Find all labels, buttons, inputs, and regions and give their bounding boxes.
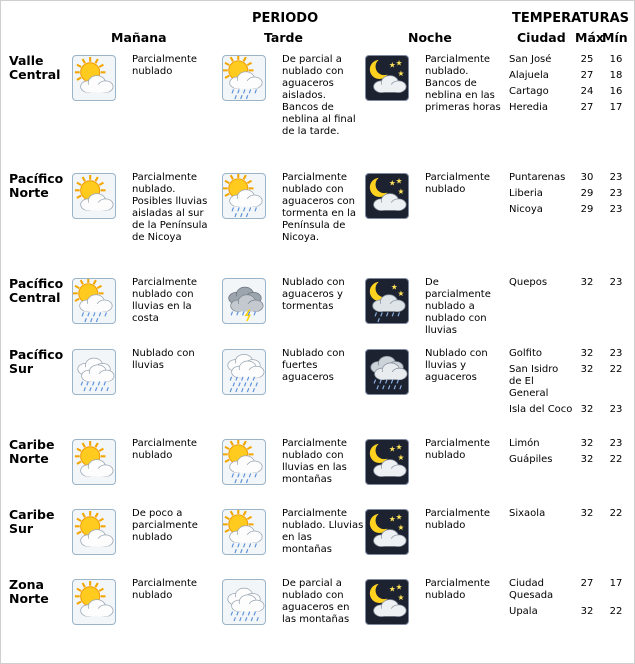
night-description: Parcialmente nublado — [425, 578, 491, 601]
city-row — [509, 70, 631, 82]
sun-cloud-rain-icon — [72, 278, 116, 324]
night-description: De parcialmente nublado a nublado con lluvias — [425, 277, 491, 336]
moon-stars-cloud-icon — [365, 509, 409, 555]
afternoon-description: Parcialmente nublado con lluvias en las montañas — [282, 438, 348, 485]
night-cloud-rain-icon — [365, 349, 409, 395]
afternoon-description: De parcial a nublado con aguaceros en las montañas — [282, 578, 350, 625]
partly-cloudy-sun-icon — [72, 579, 116, 625]
forecast-row — [1, 435, 634, 505]
city-row — [509, 438, 631, 450]
svg-text:★: ★ — [395, 582, 403, 592]
sun-cloud-rain-icon — [222, 173, 266, 219]
svg-text:★: ★ — [390, 282, 398, 292]
night-description: Parcialmente nublado — [425, 508, 491, 531]
forecast-row — [1, 345, 634, 435]
city-name: Heredia — [509, 102, 548, 113]
header-min: Mín — [602, 30, 628, 45]
svg-text:★: ★ — [388, 584, 396, 594]
header-temperaturas: TEMPERATURAS — [512, 11, 630, 26]
svg-text:★: ★ — [395, 442, 403, 452]
temp-max: 30 — [580, 172, 594, 183]
afternoon-description: Nublado con aguaceros y tormentas — [282, 277, 345, 312]
sun-cloud-rain-icon — [222, 439, 266, 485]
cloud-rain-icon — [222, 579, 266, 625]
temp-max: 32 — [580, 438, 594, 449]
city-row — [509, 54, 631, 66]
morning-description: Parcialmente nublado — [132, 54, 198, 77]
svg-text:★: ★ — [397, 289, 405, 299]
partly-cloudy-sun-icon — [72, 439, 116, 485]
region-name: Pacífico Central — [9, 276, 64, 305]
temp-min: 22 — [609, 454, 623, 465]
city-temperature-list — [509, 172, 631, 220]
temp-max: 24 — [580, 86, 594, 97]
temp-max: 27 — [580, 102, 594, 113]
svg-text:★: ★ — [395, 176, 403, 186]
temp-min: 23 — [609, 404, 623, 415]
moon-stars-cloud-icon — [365, 579, 409, 625]
temp-min: 23 — [609, 277, 623, 288]
city-row — [509, 404, 631, 416]
header-tarde: Tarde — [264, 30, 303, 45]
header-manana: Mañana — [111, 30, 167, 45]
temp-max: 32 — [580, 348, 594, 359]
city-name: Puntarenas — [509, 172, 566, 183]
city-row — [509, 348, 631, 360]
city-name: Golfito — [509, 348, 542, 359]
city-temperature-list — [509, 277, 631, 293]
temp-max: 32 — [580, 364, 594, 375]
morning-description: Nublado con lluvias — [132, 348, 195, 371]
night-description: Parcialmente nublado — [425, 172, 491, 195]
storm-cloud-icon — [222, 278, 266, 324]
svg-text:★: ★ — [388, 178, 396, 188]
city-temperature-list — [509, 438, 631, 470]
afternoon-description: Nublado con fuertes aguaceros — [282, 348, 345, 383]
sun-cloud-rain-icon — [222, 509, 266, 555]
region-name: Caribe Norte — [9, 437, 55, 466]
sun-cloud-rain-icon — [222, 55, 266, 101]
partly-cloudy-sun-icon — [72, 509, 116, 555]
svg-text:★: ★ — [397, 453, 405, 463]
svg-text:★: ★ — [397, 523, 405, 533]
temp-max: 29 — [580, 204, 594, 215]
temp-max: 32 — [580, 606, 594, 617]
city-row — [509, 102, 631, 114]
temp-min: 16 — [609, 54, 623, 65]
city-temperature-list — [509, 54, 631, 118]
night-description: Parcialmente nublado. Bancos de neblina en las primeras horas — [425, 54, 501, 113]
city-temperature-list — [509, 508, 631, 524]
city-name: Quepos — [509, 277, 548, 288]
svg-text:★: ★ — [395, 58, 403, 68]
temp-min: 17 — [609, 102, 623, 113]
svg-text:★: ★ — [397, 69, 405, 79]
city-row — [509, 364, 631, 400]
svg-text:★: ★ — [388, 60, 396, 70]
forecast-row — [1, 169, 634, 274]
svg-text:★: ★ — [397, 593, 405, 603]
header-noche: Noche — [408, 30, 452, 45]
moon-stars-cloud-icon — [365, 173, 409, 219]
morning-description: Parcialmente nublado con lluvias en la costa — [132, 277, 198, 324]
city-temperature-list — [509, 578, 631, 622]
temp-min: 23 — [609, 438, 623, 449]
night-description: Nublado con lluvias y aguaceros — [425, 348, 488, 383]
city-name: Upala — [509, 606, 538, 617]
temp-min: 22 — [609, 508, 623, 519]
temp-min: 17 — [609, 578, 623, 589]
city-row — [509, 578, 631, 602]
city-name: Ciudad Quesada — [509, 578, 554, 601]
moon-cloud-rain-icon — [365, 278, 409, 324]
city-row — [509, 454, 631, 466]
city-name: Nicoya — [509, 204, 543, 215]
city-name: Limón — [509, 438, 540, 449]
forecast-row — [1, 51, 634, 169]
city-row — [509, 188, 631, 200]
temp-min: 23 — [609, 348, 623, 359]
city-name: Liberia — [509, 188, 543, 199]
forecast-row — [1, 505, 634, 575]
temp-min: 23 — [609, 204, 623, 215]
forecast-row — [1, 274, 634, 345]
city-row — [509, 277, 631, 289]
temp-min: 23 — [609, 188, 623, 199]
city-row — [509, 86, 631, 98]
temp-max: 32 — [580, 454, 594, 465]
region-name: Zona Norte — [9, 577, 49, 606]
region-name: Pacífico Sur — [9, 347, 64, 376]
city-name: San José — [509, 54, 552, 65]
temp-max: 25 — [580, 54, 594, 65]
temp-max: 29 — [580, 188, 594, 199]
temp-max: 27 — [580, 578, 594, 589]
morning-description: Parcialmente nublado. Posibles lluvias aisladas al sur de la Península de Nicoya — [132, 172, 208, 243]
region-name: Pacífico Norte — [9, 171, 64, 200]
morning-description: Parcialmente nublado — [132, 438, 198, 461]
header-ciudad: Ciudad — [517, 30, 566, 45]
city-name: Guápiles — [509, 454, 553, 465]
city-name: Isla del Coco — [509, 404, 573, 415]
city-name: Sixaola — [509, 508, 546, 519]
city-row — [509, 606, 631, 618]
temp-min: 22 — [609, 364, 623, 375]
temp-max: 32 — [580, 404, 594, 415]
svg-text:★: ★ — [388, 444, 396, 454]
temp-min: 16 — [609, 86, 623, 97]
header-periodo: PERIODO — [252, 11, 319, 26]
city-row — [509, 172, 631, 184]
city-name: San Isidro de El General — [509, 364, 559, 399]
temp-min: 22 — [609, 606, 623, 617]
city-name: Alajuela — [509, 70, 549, 81]
moon-stars-cloud-icon — [365, 439, 409, 485]
city-name: Cartago — [509, 86, 549, 97]
city-row — [509, 204, 631, 216]
city-row — [509, 508, 631, 520]
cloud-heavy-rain-icon — [222, 349, 266, 395]
temp-min: 23 — [609, 172, 623, 183]
city-temperature-list — [509, 348, 631, 420]
header-max: Máx — [575, 30, 604, 45]
morning-description: De poco a parcialmente nublado — [132, 508, 198, 543]
temp-min: 18 — [609, 70, 623, 81]
temp-max: 27 — [580, 70, 594, 81]
temp-max: 32 — [580, 508, 594, 519]
temp-max: 32 — [580, 277, 594, 288]
night-description: Parcialmente nublado — [425, 438, 491, 461]
partly-cloudy-sun-icon — [72, 173, 116, 219]
svg-text:★: ★ — [388, 514, 396, 524]
region-name: Caribe Sur — [9, 507, 55, 536]
region-name: Valle Central — [9, 53, 61, 82]
svg-text:★: ★ — [397, 187, 405, 197]
morning-description: Parcialmente nublado — [132, 578, 198, 601]
afternoon-description: De parcial a nublado con aguaceros aislados. Bancos de neblina al final de la tarde. — [282, 54, 356, 137]
partly-cloudy-sun-icon — [72, 55, 116, 101]
cloud-rain-icon — [72, 349, 116, 395]
afternoon-description: Parcialmente nublado. Lluvias en las montañas — [282, 508, 364, 555]
svg-text:★: ★ — [395, 512, 403, 522]
moon-stars-cloud-icon — [365, 55, 409, 101]
forecast-row — [1, 575, 634, 663]
afternoon-description: Parcialmente nublado con aguaceros con tormenta en la Península de Nicoya. — [282, 172, 357, 243]
